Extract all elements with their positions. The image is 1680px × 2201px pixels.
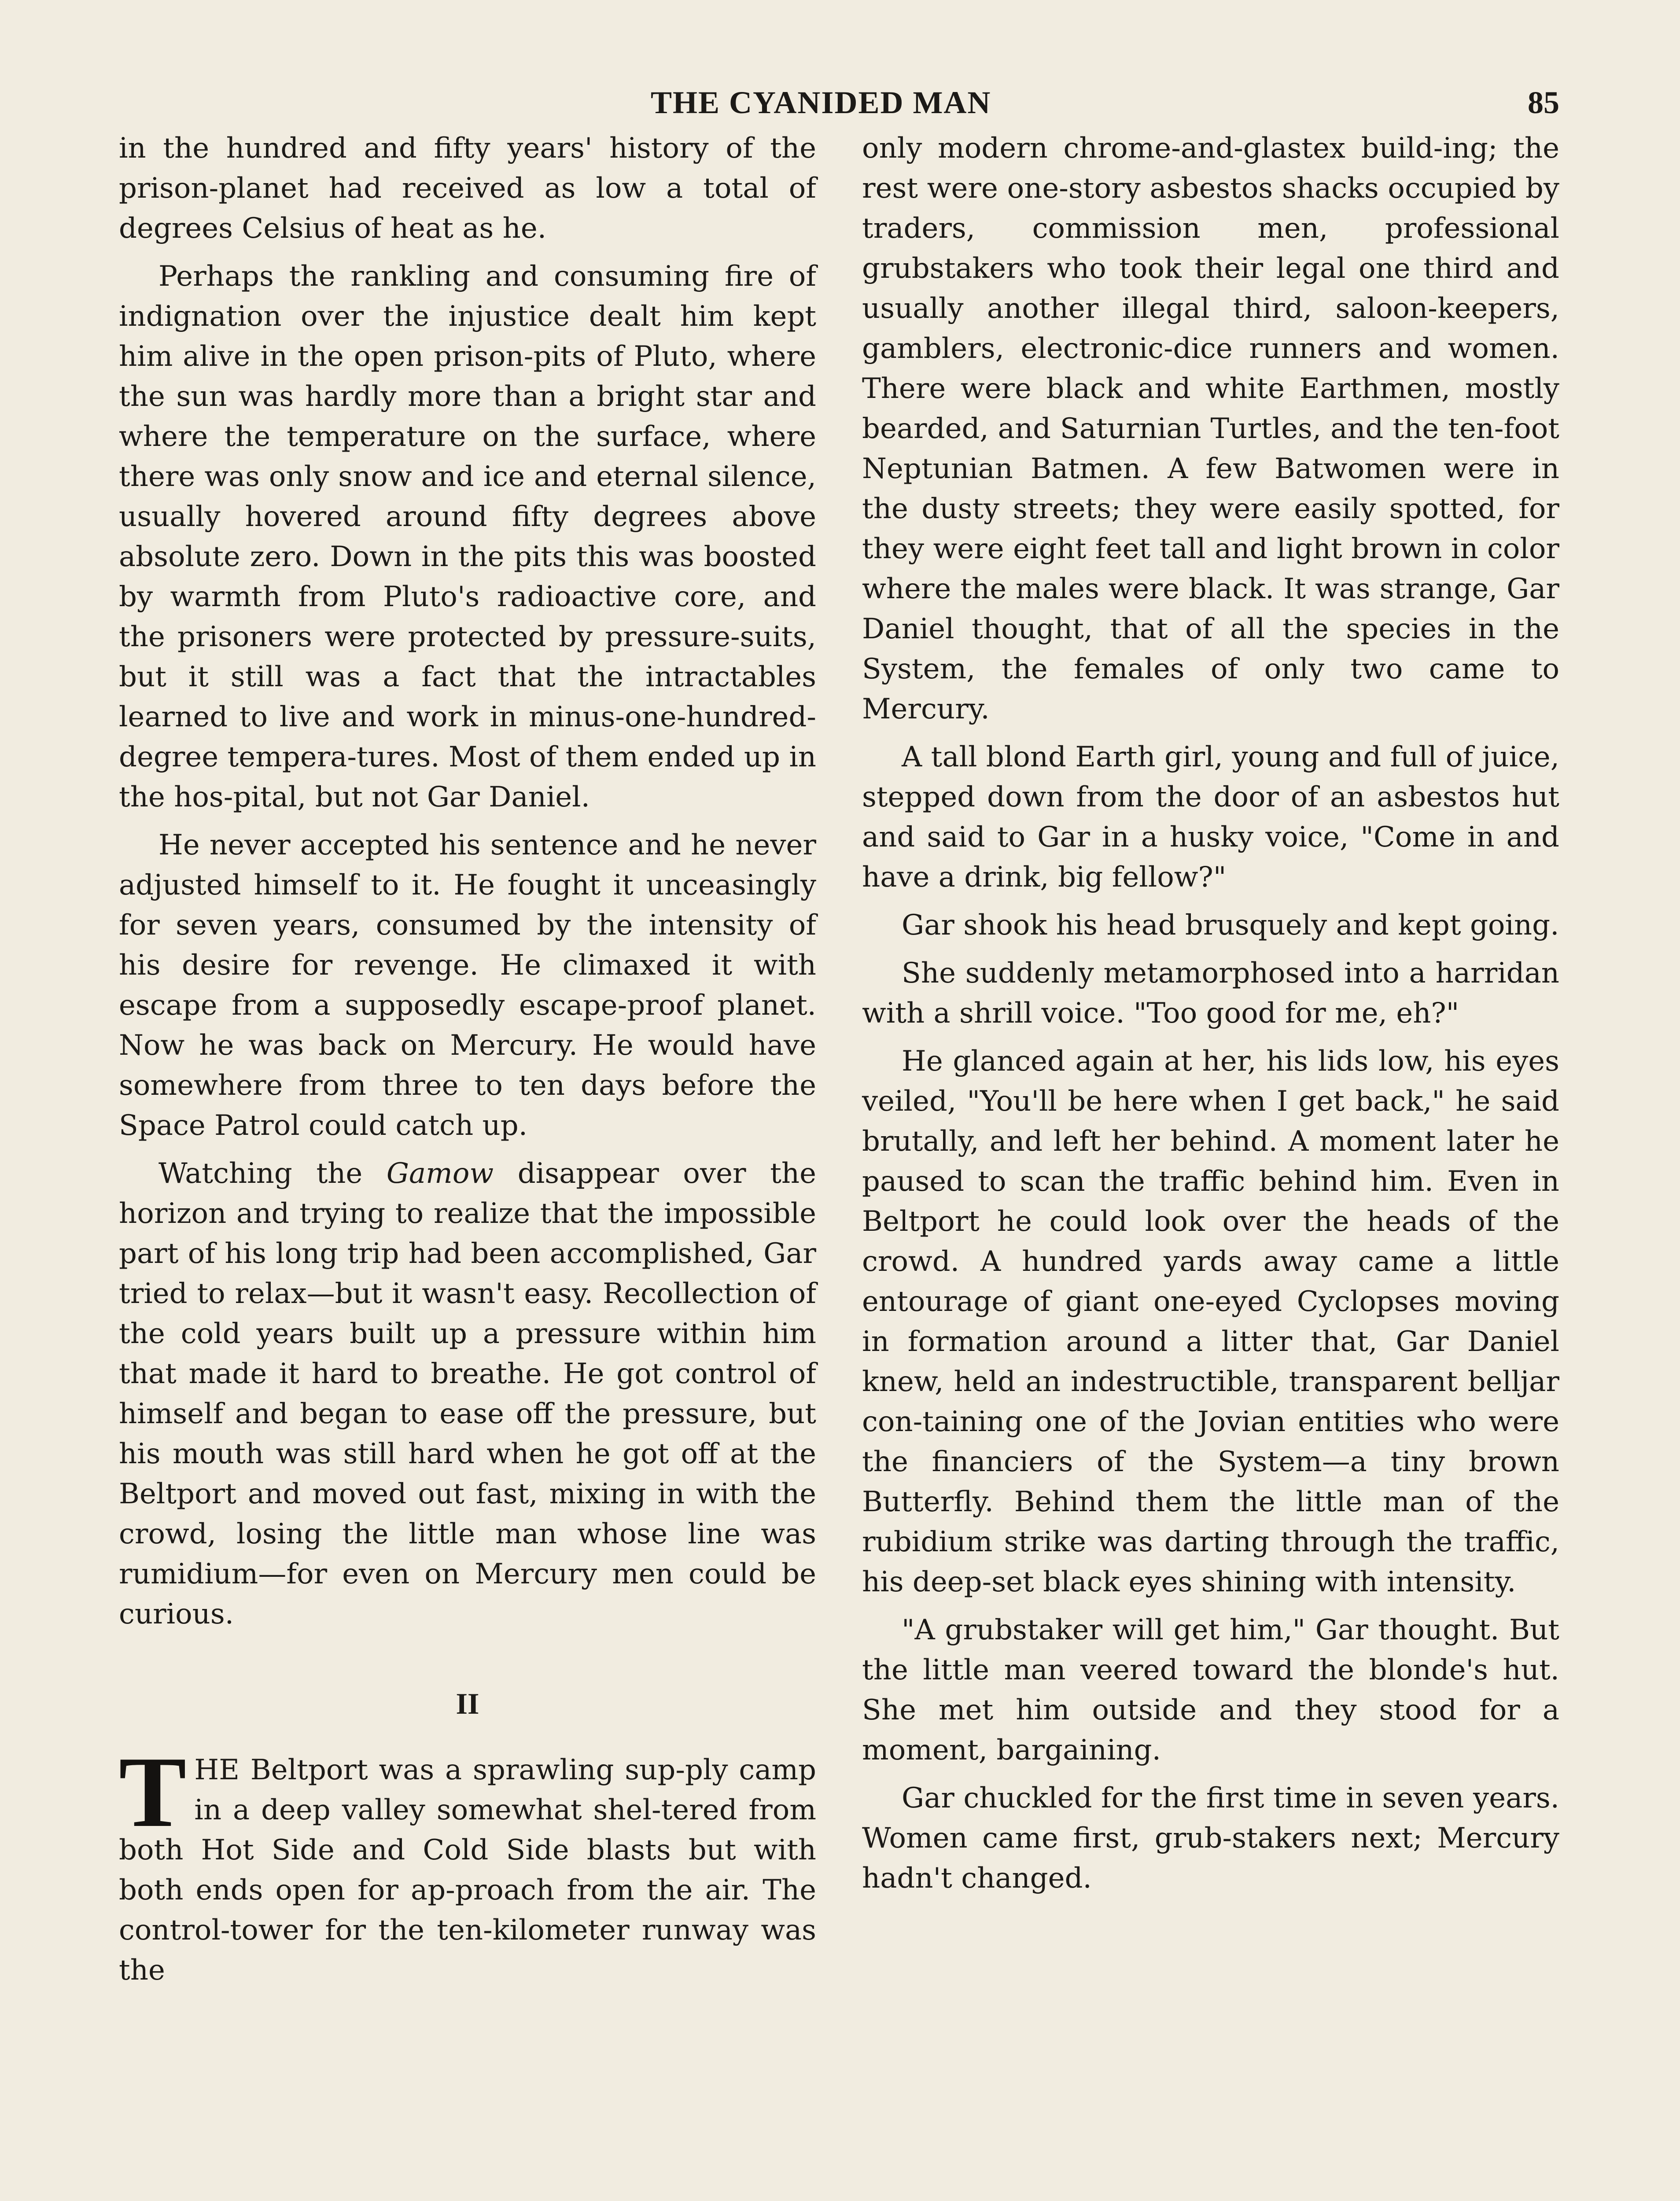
paragraph: Perhaps the rankling and consuming fire of indignation over the injustice dealt him kept him alive in the open prison-pits of Pluto, where the sun was hardly more than a bright star and where the temperature on the surface, where there was only snow and ice and eternal silence, usually hovered around fifty degrees above absolute zero. Down in the pits this was boosted by warmth from Pluto's radioactive core, and the prisoners were protected by pressure-suits, but it still was a fact that the intractables learned to live and work in minus-one-hundred-degree tempera-tures. Most of them ended up in the hos-pital, but not Gar Daniel.: [119, 260, 816, 813]
left-text-column: [119, 129, 816, 1999]
right-text-column: [862, 129, 1559, 1907]
paragraph: He glanced again at her, his lids low, his eyes veiled, "You'll be here when I get back," he said brutally, and left her behind. A moment later he paused to scan the traffic behind him. Even in Beltport he could look over the heads of the crowd. A hundred yards away came a little entourage of giant one-eyed Cyclopses moving in formation around a litter that, Gar Daniel knew, held an indestructible, transparent belljar con-taining one of the Jovian entities who were the financiers of the System—a tiny brown Butterfly. Behind them the little man of the rubidium strike was darting through the traffic, his deep-set black eyes shining with intensity.: [862, 1045, 1559, 1598]
running-title: THE CYANIDED MAN: [651, 85, 991, 120]
paragraph: He never accepted his sentence and he never adjusted himself to it. He fought it unceasingly for seven years, consumed by the intensity of his desire for revenge. He climaxed it with escape from a supposedly escape-proof planet. Now he was back on Mercury. He would have somewhere from three to ten days before the Space Patrol could catch up.: [119, 829, 816, 1142]
paragraph: in the hundred and fifty years' history of the prison-planet had received as low a total of degrees Celsius of heat as he.: [119, 132, 816, 245]
page-number: 85: [1528, 85, 1559, 120]
paragraph: [119, 1154, 816, 1634]
paragraph: only modern chrome-and-glastex build-ing; the rest were one-story asbestos shacks occupied by traders, commission men, professional grubstakers who took their legal one third and usually another illegal third, saloon-keepers, gamblers, electronic-dice runners and women. There were black and white Earthmen, mostly bearded, and Saturnian Turtles, and the ten-foot Neptunian Batmen. A few Batwomen were in the dusty streets; they were easily spotted, for they were eight feet tall and light brown in color where the males were black. It was strange, Gar Daniel thought, that of all the species in the System, the females of only two came to Mercury.: [862, 132, 1559, 725]
section-number: II: [456, 1687, 479, 1720]
paragraph: [119, 1736, 816, 1991]
paragraph: She suddenly metamorphosed into a harridan with a shrill voice. "Too good for me, eh?": [862, 957, 1559, 1030]
paragraph-text: Watching the: [158, 1157, 387, 1190]
drop-cap: T: [119, 1736, 187, 1848]
paragraph-text: disappear over the horizon and trying to realize that the impossible part of his long trip had been accomplished, Gar tried to relax—but it wasn't easy. Recollection of the cold years built up a pressure within him that made it hard to breathe. He got control of himself and began to ease off the pressure, but his mouth was still hard when he got off at the Beltport and moved out fast, mixing in with the crowd, losing the little man whose line was rumidium—for even on Mercury men could be curious.: [119, 1157, 816, 1631]
ship-name: Gamow: [386, 1157, 494, 1190]
paragraph: Gar shook his head brusquely and kept going.: [902, 909, 1559, 942]
paragraph: "A grubstaker will get him," Gar thought. But the little man veered toward the blonde's hut. She met him outside and they stood for a moment, bargaining.: [862, 1614, 1559, 1767]
paragraph: Gar chuckled for the first time in seven years. Women came first, grub-stakers next; Mercury hadn't changed.: [862, 1782, 1559, 1895]
paragraph: A tall blond Earth girl, young and full of juice, stepped down from the door of an asbestos hut and said to Gar in a husky voice, "Come in and have a drink, big fellow?": [862, 741, 1559, 894]
paragraph-text: HE Beltport was a sprawling sup-ply camp in a deep valley somewhat shel-tered from both Hot Side and Cold Side blasts but with both ends open for ap-proach from the air. The control-tower for the ten-kilometer runway was the: [119, 1754, 816, 1987]
